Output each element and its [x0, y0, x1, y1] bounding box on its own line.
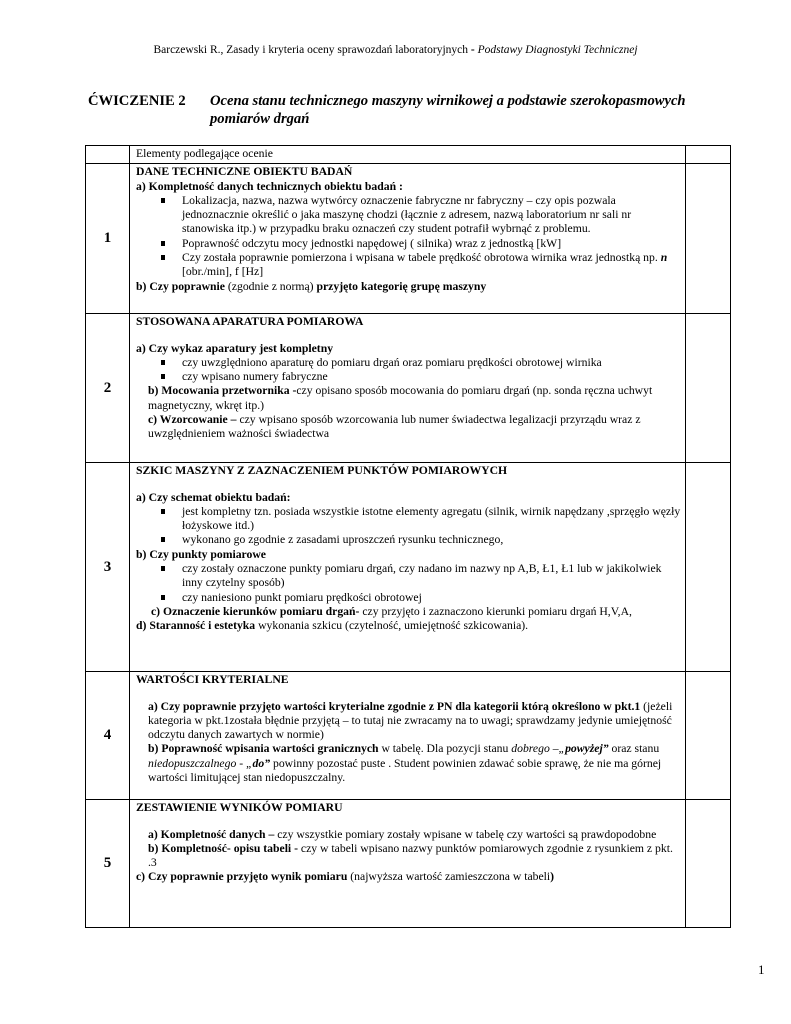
criterion-d: d) Staranność i estetyka wykonania szkicu (czytelność, umiejętność szkicowania). — [136, 619, 529, 633]
row-number: 3 — [86, 463, 130, 672]
bullet-item: czy naniesiono punkt pomiaru prędkości obrotowej — [136, 591, 681, 605]
bullet-item: Czy została poprawnie pomierzona i wpisana w tabele prędkość obrotowa wirnika wraz jednostką np. n [obr./min], f [Hz] — [136, 251, 681, 280]
table-row — [86, 164, 731, 314]
row-content — [130, 463, 686, 672]
section-heading: WARTOŚCI KRYTERIALNE — [136, 673, 289, 687]
score-header-cell — [686, 146, 731, 164]
table-row — [86, 463, 731, 672]
table-row — [86, 800, 731, 928]
criterion-a: a) Czy schemat obiektu badań: — [136, 490, 291, 504]
bullet-item: jest kompletny tzn. posiada wszystkie istotne elementy agregatu (silnik, wirnik napędzany ,sprzęgło węzły łożyskowe itd.) — [136, 505, 681, 534]
exercise-title: Ocena stanu technicznego maszyny wirnikowej a podstawie szerokopasmowych pomiarów drgań — [210, 93, 686, 127]
criterion-b: b) Kompletność- opisu tabeli - czy w tabeli wpisano nazwy punktów pomiarowych zgodnie z rysunkiem z pkt. .3 — [148, 841, 673, 870]
section-heading: DANE TECHNICZNE OBIEKTU BADAŃ — [136, 165, 353, 179]
number-header-cell — [86, 146, 130, 164]
criterion-b: b) Poprawność wpisania wartości granicznych w tabelę. Dla pozycji stanu dobrego –„powyżej” oraz stanu niedopuszczalnego - „do” powinny pozostać puste . Student powinien zdawać sobie sprawę, że nie ma górnej wartości limitującej stan niedopuszczalny. — [148, 742, 662, 785]
criterion-a: a) Kompletność danych technicznych obiektu badań : — [136, 179, 403, 193]
table-row — [86, 672, 731, 800]
criterion-b: b) Czy poprawnie (zgodnie z normą) przyjęto kategorię grupę maszyny — [136, 279, 487, 293]
criterion-c: c) Wzorcowanie – czy wpisano sposób wzorcowania lub numer świadectwa legalizacji przyrządu wraz z uwzględnieniem ważności świadectwa — [148, 413, 641, 441]
section-heading: STOSOWANA APARATURA POMIAROWA — [136, 315, 364, 329]
evaluation-table — [85, 145, 731, 928]
criterion-c: c) Oznaczenie kierunków pomiaru drgań- czy przyjęto i zaznaczono kierunki pomiaru drgań H,V,A, — [151, 604, 632, 618]
row-content — [130, 672, 686, 800]
criterion-b: b) Mocowania przetwornika -czy opisano sposób mocowania do pomiaru drgań (np. sonda ręczna uchwyt magnetyczny, wkręt itp.) — [148, 384, 653, 412]
bullet-item: czy uwzględniono aparaturę do pomiaru drgań oraz pomiaru prędkości obrotowej wirnika — [136, 356, 681, 370]
section-heading: SZKIC MASZYNY Z ZAZNACZENIEM PUNKTÓW POMIAROWYCH — [136, 464, 508, 478]
row-number: 5 — [86, 800, 130, 928]
row-number: 4 — [86, 672, 130, 800]
bullet-item: czy wpisano numery fabryczne — [136, 370, 681, 384]
row-content — [130, 164, 686, 314]
score-cell — [686, 164, 731, 314]
score-cell — [686, 463, 731, 672]
row-content — [130, 800, 686, 928]
table-header-row — [86, 146, 731, 164]
bullet-item: czy zostały oznaczone punkty pomiaru drgań, czy nadano im nazwy np A,B, Ł1, Ł1 lub w jakikolwiek inny czytelny sposób) — [136, 562, 681, 591]
criterion-b: b) Czy punkty pomiarowe — [136, 547, 266, 561]
score-cell — [686, 800, 731, 928]
criterion-a: a) Czy wykaz aparatury jest kompletny — [136, 341, 334, 355]
row-number: 2 — [86, 314, 130, 463]
table-row — [86, 314, 731, 463]
score-cell — [686, 672, 731, 800]
row-number: 1 — [86, 164, 130, 314]
criterion-a: a) Czy poprawnie przyjęto wartości kryterialne zgodnie z PN dla kategorii którą określono w pkt.1 (jeżeli kategoria w pkt.1została błędnie przyjętą – to tutaj nie zwracamy na to uwagi; sprawdzamy jedynie umiejętność odczytu danych zawartych w normie) — [148, 699, 673, 742]
bullet-item: Lokalizacja, nazwa, nazwa wytwórcy oznaczenie fabryczne nr fabryczny – czy opis pozwala jednoznacznie określić o jaka maszynę chodzi (łącznie z adresem, nazwą laboratorium nr sali nr stanowiska itp.) w przypadku braku oznaczeń czy student potrafił wybrnąć z problemu. — [136, 194, 681, 237]
bullet-item: Poprawność odczytu mocy jednostki napędowej ( silnika) wraz z jednostką [kW] — [136, 237, 681, 251]
bullet-item: wykonano go zgodnie z zasadami uproszczeń rysunku technicznego, — [136, 533, 681, 547]
score-cell — [686, 314, 731, 463]
criterion-c: c) Czy poprawnie przyjęto wynik pomiaru (najwyższa wartość zamieszczona w tabeli) — [136, 870, 555, 884]
header-course: Podstawy Diagnostyki Technicznej — [477, 44, 638, 56]
header-separator: - — [470, 44, 475, 56]
row-content — [130, 314, 686, 463]
section-heading: ZESTAWIENIE WYNIKÓW POMIARU — [136, 801, 343, 815]
criterion-a: a) Kompletność danych – czy wszystkie pomiary zostały wpisane w tabelę czy wartości są prawdopodobne — [148, 827, 657, 841]
running-header — [0, 44, 791, 56]
page-number: 1 — [758, 962, 765, 977]
header-authors: Barczewski R., Zasady i kryteria oceny sprawozdań laboratoryjnych — [153, 44, 469, 56]
elements-header-cell: Elementy podlegające ocenie — [130, 146, 686, 164]
exercise-label: ĆWICZENIE 2 — [88, 93, 186, 109]
